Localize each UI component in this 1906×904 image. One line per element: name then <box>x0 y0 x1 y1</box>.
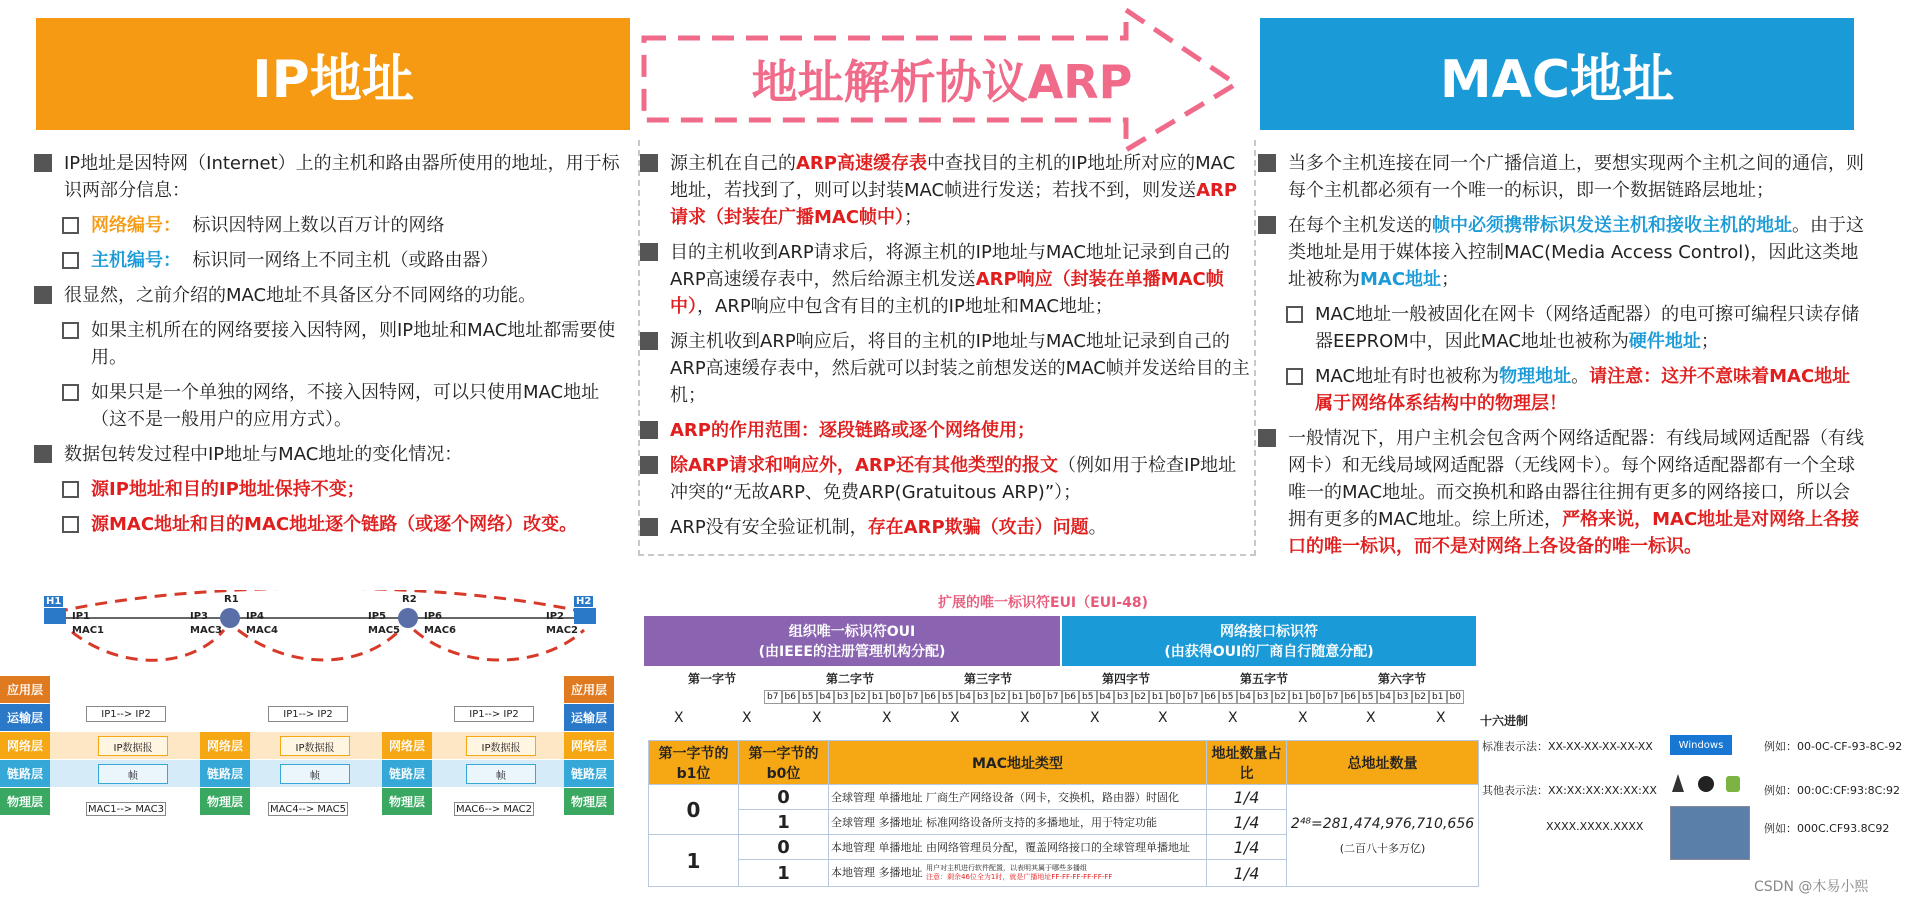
checkbox-icon <box>1286 306 1303 323</box>
mac-section <box>1258 150 1864 568</box>
watermark: CSDN @木易小熙 <box>1754 879 1869 895</box>
network-id-text: 标识因特网上数以百万计的网络 <box>192 215 445 236</box>
bit-cell: b4 <box>1377 690 1395 704</box>
square-bullet-icon <box>640 332 658 350</box>
square-bullet-icon <box>1258 154 1276 172</box>
nic-header: 网络接口标识符 (由获得OUI的厂商自行随意分配) <box>1062 616 1476 666</box>
layer-app-left: 应用层 <box>0 676 50 703</box>
bit-cell: b5 <box>1359 690 1377 704</box>
mac-flow-1: MAC1--> MAC3 <box>87 803 165 815</box>
std-format: 标准表示法：XX-XX-XX-XX-XX-XX <box>1482 740 1653 753</box>
layer-link-right: 链路层 <box>564 760 614 787</box>
ip-section <box>34 150 624 546</box>
th-type: MAC地址类型 <box>829 741 1207 785</box>
bit-cell: b0 <box>1447 690 1465 704</box>
bit-cell: b0 <box>887 690 905 704</box>
mac-flow-2: MAC4--> MAC5 <box>269 803 347 815</box>
ip-point-3: 数据包转发过程中IP地址与MAC地址的变化情况： <box>64 444 463 465</box>
forwarding-diagram <box>0 590 636 816</box>
square-bullet-icon <box>1258 216 1276 234</box>
byte-5-label: 第五字节 <box>1240 672 1289 686</box>
ip-flow-2: IP1--> IP2 <box>268 706 348 722</box>
bit-cell: b6 <box>1202 690 1220 704</box>
arp-point-3: 源主机收到ARP响应后，将目的主机的IP地址与MAC地址记录到自己的ARP高速缓存表中，然后就可以封装之前想发送的MAC帧并发送给目的主机； <box>670 331 1250 406</box>
hex-x-7: X <box>1090 710 1100 726</box>
network-id-key: 网络编号： <box>91 215 181 236</box>
bit-cell: b0 <box>1027 690 1045 704</box>
ip-flow-3: IP1--> IP2 <box>454 706 534 722</box>
th-total: 总地址数量 <box>1287 741 1479 785</box>
h2-addr: IP2 MAC2 <box>546 611 578 636</box>
bit-cell: b4 <box>817 690 835 704</box>
b1-one: 1 <box>649 835 739 887</box>
ip-point-2a: 如果主机所在的网络要接入因特网，则IP地址和MAC地址都需要使用。 <box>91 320 616 368</box>
bit-cell: b4 <box>957 690 975 704</box>
arp-point-5: 除ARP请求和响应外，ARP还有其他类型的报文（例如用于检查IP地址冲突的“无故ARP、免费ARP(Gratuitous ARP)”）； <box>670 455 1237 503</box>
hex-x-2: X <box>742 710 752 726</box>
eui-caption: 扩展的唯一标识符EUI（EUI-48) <box>938 595 1148 611</box>
mac-point-1: 当多个主机连接在同一个广播信道上，要想实现两个主机之间的通信，则每个主机都必须有一个唯一的标识，即一个数据链路层地址； <box>1288 153 1864 201</box>
arp-title: 地址解析协议ARP <box>751 55 1133 109</box>
bit-cell: b2 <box>1272 690 1290 704</box>
mac-point-2b: MAC地址有时也被称为物理地址。请注意：这并不意味着MAC地址属于网络体系结构中的物理层！ <box>1315 366 1851 414</box>
bit-cell: b5 <box>1079 690 1097 704</box>
host-h2-label: H2 <box>576 596 592 607</box>
dot-format: XXXX.XXXX.XXXX <box>1546 820 1644 833</box>
bit-cell: b7 <box>764 690 782 704</box>
ratio-1: 1/4 <box>1207 785 1287 810</box>
ip-title: IP地址 <box>252 49 414 110</box>
checkbox-icon <box>62 252 79 269</box>
type-row-4: 本地管理 多播地址 用户对主机进行软件配置，以表明其属于哪些多播组 注意：剩余46位全为1时，就是广播地址FF-FF-FF-FF-FF-FF <box>829 860 1207 887</box>
hex-x-4: X <box>882 710 892 726</box>
checkbox-icon <box>62 322 79 339</box>
bit-cell: b6 <box>1342 690 1360 704</box>
h1-addr: IP1 MAC1 <box>72 611 104 636</box>
frame-2: 帧 <box>280 764 350 784</box>
router-r2-label: R2 <box>402 594 417 605</box>
other-example: 例如：00:0C:CF:93:8C:92 <box>1764 784 1901 797</box>
bit-cell: b5 <box>939 690 957 704</box>
frame-3: 帧 <box>466 764 536 784</box>
bit-cell: b2 <box>852 690 870 704</box>
hex-label: 十六进制 <box>1480 714 1529 728</box>
mac-point-2: 在每个主机发送的帧中必须携带标识发送主机和接收主机的地址。由于这类地址是用于媒体接入控制MAC(Media Access Control)，因此这类地址被称为MAC地址； <box>1288 215 1864 290</box>
checkbox-icon <box>62 516 79 533</box>
hex-x-5: X <box>950 710 960 726</box>
square-bullet-icon <box>640 518 658 536</box>
bit-cell: b1 <box>1289 690 1307 704</box>
checkbox-icon <box>62 217 79 234</box>
hex-x-8: X <box>1158 710 1168 726</box>
square-bullet-icon <box>1258 429 1276 447</box>
ip-point-3a: 源IP地址和目的IP地址保持不变； <box>91 479 365 500</box>
ip-point-2b: 如果只是一个单独的网络，不接入因特网，可以只使用MAC地址（这不是一般用户的应用方式）。 <box>91 382 600 430</box>
byte-4-label: 第四字节 <box>1102 672 1151 686</box>
bit-cell: b1 <box>1149 690 1167 704</box>
mac-title: MAC地址 <box>1439 49 1675 110</box>
ratio-2: 1/4 <box>1207 810 1287 835</box>
bit-cell: b7 <box>1324 690 1342 704</box>
layer-transport-right: 运输层 <box>564 704 614 731</box>
r1-link-layer: 链路层 <box>200 760 250 787</box>
ip-point-3b: 源MAC地址和目的MAC地址逐个链路（或逐个网络）改变。 <box>91 514 578 535</box>
windows-icon: Windows <box>1670 735 1732 755</box>
arp-point-1: 源主机在自己的ARP高速缓存表中查找目的主机的IP地址所对应的MAC地址，若找到了，则可以封装MAC帧进行发送；若找不到，则发送ARP请求（封装在广播MAC帧中）； <box>670 153 1238 228</box>
ip-address-banner <box>36 18 630 130</box>
th-b1: 第一字节的b1位 <box>649 741 739 785</box>
bit-cell: b4 <box>1097 690 1115 704</box>
arp-point-2: 目的主机收到ARP请求后，将源主机的IP地址与MAC地址记录到自己的ARP高速缓存表中，然后给源主机发送ARP响应（封装在单播MAC帧中），ARP响应中包含有目的主机的IP地址和MAC地址； <box>670 242 1230 317</box>
r2-left-addr: IP5 MAC5 <box>368 611 400 636</box>
layer-physical-left: 物理层 <box>0 788 50 815</box>
bit-cell: b2 <box>992 690 1010 704</box>
type-row-1: 全球管理 单播地址 厂商生产网络设备（网卡，交换机，路由器）时固化 <box>829 785 1207 810</box>
host-id-key: 主机编号： <box>91 250 181 271</box>
bit-cell: b3 <box>834 690 852 704</box>
arc-arrows-icon <box>0 590 636 690</box>
cisco-screenshot-icon <box>1670 806 1750 860</box>
bit-cell: b1 <box>869 690 887 704</box>
arp-arrow-banner <box>640 4 1244 154</box>
ratio-3: 1/4 <box>1207 835 1287 860</box>
hex-x-11: X <box>1366 710 1376 726</box>
mac-point-3: 一般情况下，用户主机会包含两个网络适配器：有线局域网适配器（有线网卡）和无线局域网适配器（无线网卡）。每个网络适配器都有一个全球唯一的MAC地址。而交换机和路由器往往拥有更多的网络接口，所以会拥有更多的MAC地址。综上所述，严格来说，MAC地址是对网络上各接口的唯一标识，而不是对网络上各设备的唯一标识。 <box>1288 428 1864 557</box>
hex-x-9: X <box>1228 710 1238 726</box>
hex-x-10: X <box>1298 710 1308 726</box>
square-bullet-icon <box>640 421 658 439</box>
square-bullet-icon <box>34 154 52 172</box>
checkbox-icon <box>62 481 79 498</box>
bit-cell: b4 <box>1237 690 1255 704</box>
mac-flow-3: MAC6--> MAC2 <box>455 803 533 815</box>
th-ratio: 地址数量占比 <box>1207 741 1287 785</box>
arp-point-6: ARP没有安全验证机制，存在ARP欺骗（攻击）问题。 <box>670 517 1107 538</box>
host-h1-label: H1 <box>46 596 62 607</box>
bit-cell: b5 <box>1219 690 1237 704</box>
frame-1: 帧 <box>98 764 168 784</box>
total-cell: 2⁴⁸=281,474,976,710,656 (二百八十多万亿) <box>1287 785 1479 887</box>
layer-transport-left: 运输层 <box>0 704 50 731</box>
bit-cell: b6 <box>782 690 800 704</box>
square-bullet-icon <box>640 456 658 474</box>
byte-3-label: 第三字节 <box>964 672 1013 686</box>
bit-row <box>764 690 1464 704</box>
ip-flow-1: IP1--> IP2 <box>86 706 166 722</box>
layer-app-right: 应用层 <box>564 676 614 703</box>
th-b0: 第一字节的b0位 <box>739 741 829 785</box>
mac-point-2a: MAC地址一般被固化在网卡（网络适配器）的电可擦可编程只读存储器EEPROM中，因此MAC地址也被称为硬件地址； <box>1315 304 1860 352</box>
b0-zero-1: 0 <box>739 785 829 810</box>
bit-cell: b6 <box>922 690 940 704</box>
square-bullet-icon <box>34 445 52 463</box>
bit-cell: b0 <box>1167 690 1185 704</box>
os-logos-icon <box>1672 772 1748 794</box>
layer-network-right: 网络层 <box>564 732 614 759</box>
bit-cell: b6 <box>1062 690 1080 704</box>
ip-point-2: 很显然，之前介绍的MAC地址不具备区分不同网络的功能。 <box>64 285 537 306</box>
r1-left-addr: IP3 MAC3 <box>190 611 222 636</box>
bit-cell: b7 <box>1184 690 1202 704</box>
arp-point-4: ARP的作用范围：逐段链路或逐个网络使用； <box>670 420 1035 441</box>
bit-cell: b3 <box>1254 690 1272 704</box>
ip-packet-3: IP数据报 <box>466 736 536 756</box>
bit-cell: b1 <box>1009 690 1027 704</box>
bit-cell: b3 <box>1114 690 1132 704</box>
hex-x-3: X <box>812 710 822 726</box>
r1-right-addr: IP4 MAC4 <box>246 611 278 636</box>
mac-address-banner <box>1260 18 1854 130</box>
r1-network-layer: 网络层 <box>200 732 250 759</box>
byte-2-label: 第二字节 <box>826 672 875 686</box>
type-row-2: 全球管理 多播地址 标准网络设备所支持的多播地址，用于特定功能 <box>829 810 1207 835</box>
layer-network-left: 网络层 <box>0 732 50 759</box>
byte-1-label: 第一字节 <box>688 672 737 686</box>
oui-header: 组织唯一标识符OUI (由IEEE的注册管理机构分配) <box>644 616 1060 666</box>
hex-x-6: X <box>1020 710 1030 726</box>
b0-one-2: 1 <box>739 860 829 887</box>
b0-one-1: 1 <box>739 810 829 835</box>
mac-type-table <box>648 740 1479 887</box>
square-bullet-icon <box>640 154 658 172</box>
bit-cell: b7 <box>904 690 922 704</box>
hex-x-12: X <box>1436 710 1446 726</box>
bit-cell: b0 <box>1307 690 1325 704</box>
r2-right-addr: IP6 MAC6 <box>424 611 456 636</box>
r1-physical-layer: 物理层 <box>200 788 250 815</box>
checkbox-icon <box>62 384 79 401</box>
r2-link-layer: 链路层 <box>382 760 432 787</box>
std-example: 例如：00-0C-CF-93-8C-92 <box>1764 740 1903 753</box>
bit-cell: b5 <box>799 690 817 704</box>
dot-example: 例如：000C.CF93.8C92 <box>1764 822 1890 835</box>
ip-packet-1: IP数据报 <box>98 736 168 756</box>
square-bullet-icon <box>640 243 658 261</box>
r2-physical-layer: 物理层 <box>382 788 432 815</box>
bit-cell: b7 <box>1044 690 1062 704</box>
hex-x-1: X <box>674 710 684 726</box>
bit-cell: b1 <box>1429 690 1447 704</box>
layer-physical-right: 物理层 <box>564 788 614 815</box>
square-bullet-icon <box>34 286 52 304</box>
checkbox-icon <box>1286 368 1303 385</box>
byte-6-label: 第六字节 <box>1378 672 1427 686</box>
bit-cell: b2 <box>1132 690 1150 704</box>
ip-point-1: IP地址是因特网（Internet）上的主机和路由器所使用的地址，用于标识两部分信息： <box>64 153 620 201</box>
router-r1-label: R1 <box>224 594 239 605</box>
b0-zero-2: 0 <box>739 835 829 860</box>
bit-cell: b3 <box>974 690 992 704</box>
r2-network-layer: 网络层 <box>382 732 432 759</box>
arp-section <box>640 150 1252 549</box>
bit-cell: b3 <box>1394 690 1412 704</box>
host-id-text: 标识同一网络上不同主机（或路由器） <box>192 250 499 271</box>
type-row-3: 本地管理 单播地址 由网络管理员分配，覆盖网络接口的全球管理单播地址 <box>829 835 1207 860</box>
layer-link-left: 链路层 <box>0 760 50 787</box>
bit-cell: b2 <box>1412 690 1430 704</box>
other-format: 其他表示法：XX:XX:XX:XX:XX:XX <box>1482 784 1657 797</box>
ratio-4: 1/4 <box>1207 860 1287 887</box>
b1-zero: 0 <box>649 785 739 835</box>
ip-packet-2: IP数据报 <box>280 736 350 756</box>
